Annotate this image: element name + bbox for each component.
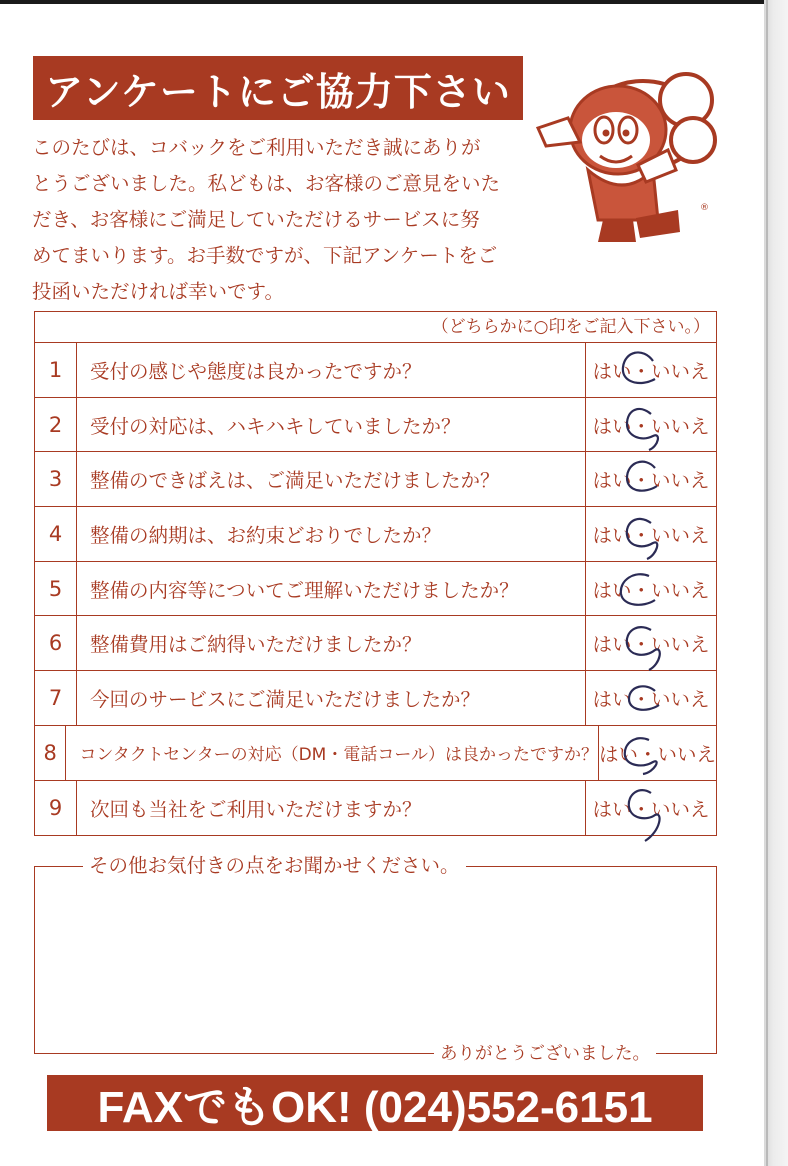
question-text: 今回のサービスにご満足いただけましたか？ <box>90 687 481 711</box>
question-row <box>35 671 716 726</box>
question-row <box>35 343 716 398</box>
registered-mark: ® <box>700 203 709 213</box>
fax-number-banner: FAXでもOK! (024)552-6151 <box>47 1075 703 1131</box>
answer-options[interactable]: はい・いいえ <box>585 398 716 452</box>
question-number: 7 <box>35 671 77 725</box>
intro-line: とうございました。私どもは、お客様のご意見をいた <box>32 172 501 195</box>
page-top-edge <box>0 0 770 4</box>
comment-label: その他お気付きの点をお聞かせください。 <box>83 853 466 879</box>
question-number: 1 <box>35 343 77 397</box>
survey-title: アンケートにご協力下さい <box>33 56 523 120</box>
question-text: 次回も当社をご利用いただけますか？ <box>90 797 422 821</box>
question-number: 8 <box>35 726 66 780</box>
question-text: 整備のできばえは、ご満足いただけましたか？ <box>90 469 500 493</box>
intro-line: このたびは、コバックをご利用いただき誠にありが <box>32 136 481 159</box>
question-row <box>35 507 716 562</box>
comment-box[interactable] <box>34 854 717 1064</box>
question-row <box>35 562 716 617</box>
question-row <box>35 398 716 453</box>
answer-options[interactable]: はい・いいえ <box>585 452 716 506</box>
question-number: 2 <box>35 398 77 452</box>
question-number: 6 <box>35 616 77 670</box>
intro-line: めてまいります。お手数ですが、下記アンケートをご <box>32 244 498 267</box>
intro-text <box>32 130 527 310</box>
survey-instruction: （どちらかに○印をご記入下さい。） <box>35 312 716 343</box>
question-number: 4 <box>35 507 77 561</box>
page-edge-line <box>766 0 768 1166</box>
question-number: 3 <box>35 452 77 506</box>
question-text: 整備の内容等についてご理解いただけましたか？ <box>90 578 519 602</box>
question-text: 受付の感じや態度は良かったですか？ <box>90 359 422 383</box>
mascot-illustration <box>528 70 718 250</box>
answer-options[interactable]: はい・いいえ <box>598 726 716 780</box>
answer-options[interactable]: はい・いいえ <box>585 343 716 397</box>
answer-options[interactable]: はい・いいえ <box>585 616 716 670</box>
intro-line: だき、お客様にご満足していただけるサービスに努 <box>32 208 480 231</box>
question-row <box>35 726 716 781</box>
closing-thanks: ありがとうございました。 <box>434 1041 656 1067</box>
question-text: 整備費用はご納得いただけましたか？ <box>90 633 422 657</box>
question-row <box>35 781 716 836</box>
survey-table <box>34 311 717 836</box>
question-text: 受付の対応は、ハキハキしていましたか？ <box>90 414 461 438</box>
intro-line: 投函いただければ幸いです。 <box>32 280 284 303</box>
question-row <box>35 452 716 507</box>
question-text: 整備の納期は、お約束どおりでしたか？ <box>90 523 442 547</box>
answer-options[interactable]: はい・いいえ <box>585 507 716 561</box>
answer-options[interactable]: はい・いいえ <box>585 781 716 836</box>
question-text: コンタクトセンターの対応（DM・電話コール）は良かったですか？ <box>79 745 598 766</box>
answer-options[interactable]: はい・いいえ <box>585 562 716 616</box>
answer-options[interactable]: はい・いいえ <box>585 671 716 725</box>
question-number: 9 <box>35 781 77 836</box>
question-row <box>35 616 716 671</box>
question-number: 5 <box>35 562 77 616</box>
